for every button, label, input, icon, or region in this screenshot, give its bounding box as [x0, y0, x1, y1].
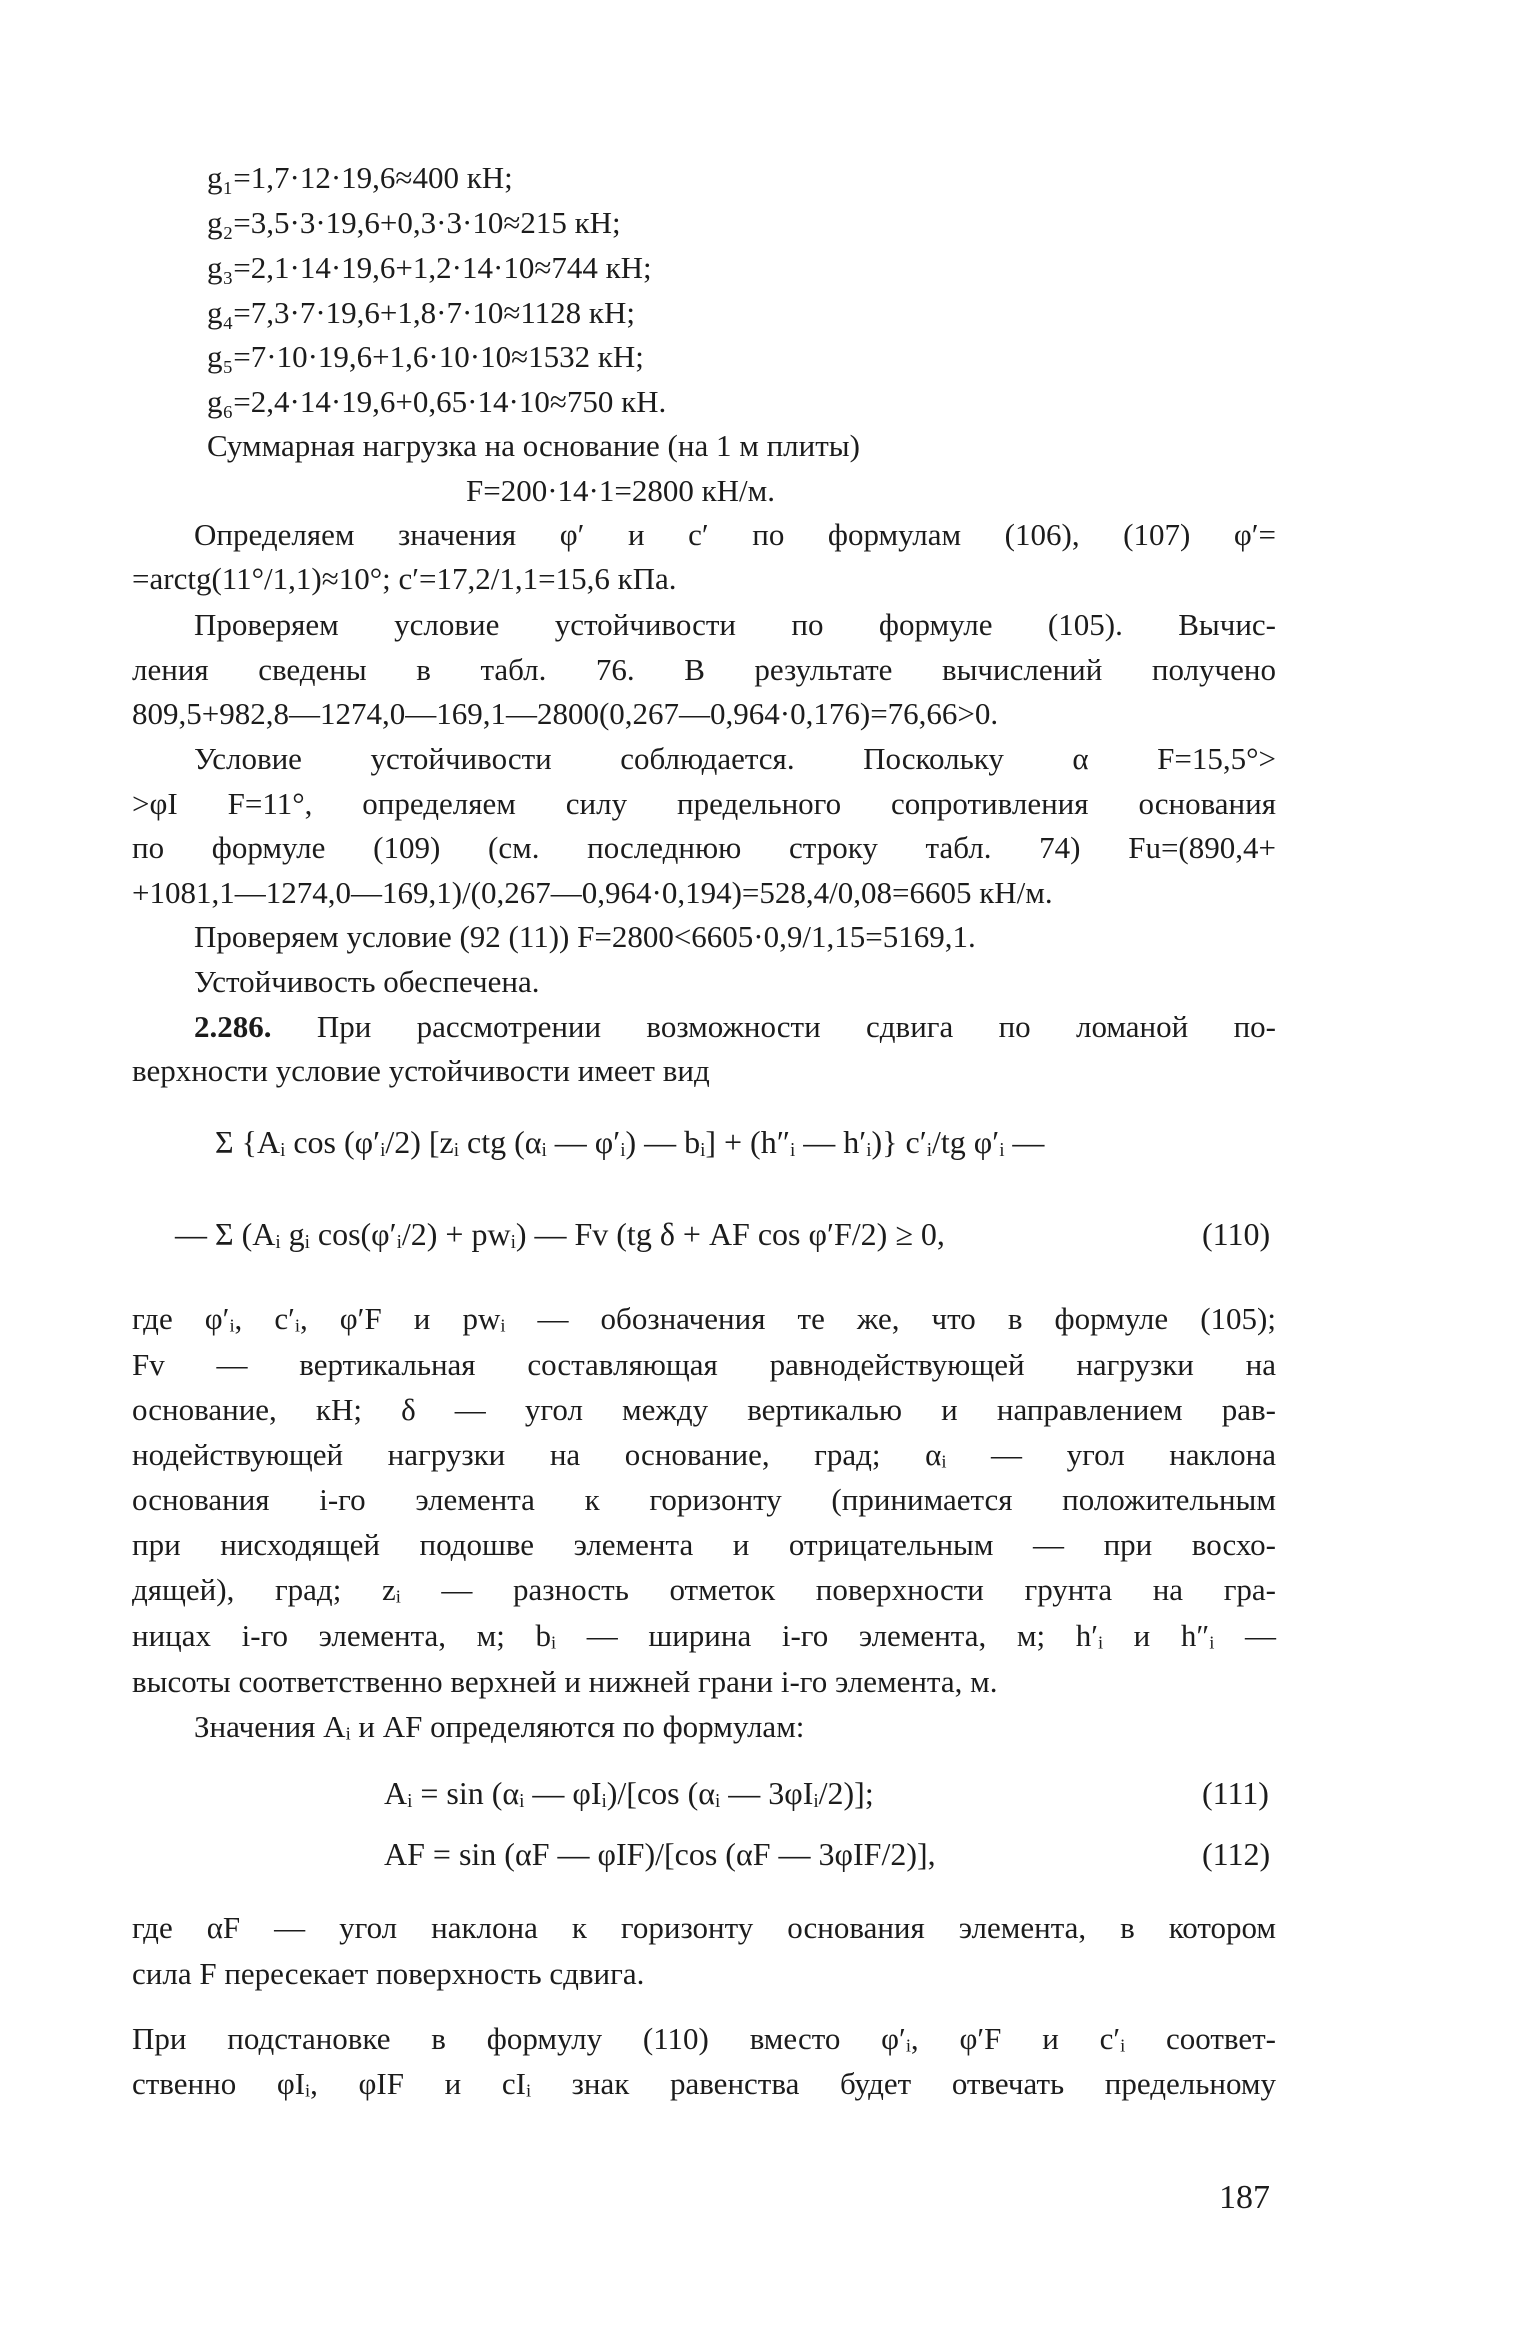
section-number: 2.286. [194, 1009, 272, 1044]
para-where-line-7: дящей), град; zᵢ — разность отметок поверхности грунта на гра- [132, 1572, 1276, 1607]
para-check-line-2: ления сведены в табл. 76. В результате вычислений получено [132, 652, 1276, 687]
equation-110-number: (110) [1202, 1216, 1271, 1252]
para-condition-line-3: по формуле (109) (см. последнюю строку табл. 74) Fu=(890,4+ [132, 830, 1276, 865]
para-condition-line-1: Условие устойчивости соблюдается. Поскольку α F=15,5°> [194, 741, 1276, 776]
calc-line-g2: g₂=3,5·3·19,6+0,3·3·10≈215 кН; [207, 205, 621, 240]
equation-111-number: (111) [1202, 1775, 1269, 1811]
section-line-2: верхности условие устойчивости имеет вид [132, 1053, 710, 1088]
section-text-1: При рассмотрении возможности сдвига по ломаной по- [271, 1009, 1276, 1044]
section-line-1 [194, 1011, 1276, 1042]
load-heading: Суммарная нагрузка на основание (на 1 м плиты) [207, 428, 860, 463]
equation-110-line-1: Σ {Aᵢ cos (φ′ᵢ/2) [zᵢ ctg (αᵢ — φ′ᵢ) — bᵢ] + (h″ᵢ — h′ᵢ)} c′ᵢ/tg φ′ᵢ — [215, 1124, 1045, 1160]
calc-line-g4: g₄=7,3·7·19,6+1,8·7·10≈1128 кН; [207, 295, 635, 330]
para-condition-line-4: +1081,1—1274,0—169,1)/(0,267—0,964·0,194)=528,4/0,08=6605 кН/м. [132, 875, 1053, 910]
para-where-line-4: нодействующей нагрузки на основание, град; αᵢ — угол наклона [132, 1437, 1276, 1472]
para-verify-line-1: Проверяем условие (92 (11)) F=2800<6605·0,9/1,15=5169,1. [194, 919, 976, 954]
calc-line-g6: g₆=2,4·14·19,6+0,65·14·10≈750 кН. [207, 384, 667, 419]
calc-line-g5: g₅=7·10·19,6+1,6·10·10≈1532 кН; [207, 339, 644, 374]
para-alpha-line-2: сила F пересекает поверхность сдвига. [132, 1956, 645, 1991]
load-formula: F=200·14·1=2800 кН/м. [466, 473, 776, 508]
para-where-line-6: при нисходящей подошве элемента и отрицательным — при восхо- [132, 1527, 1276, 1562]
page-number: 187 [1219, 2179, 1270, 2216]
para-values: Значения Aᵢ и AF определяются по формулам: [194, 1709, 805, 1744]
para-where-line-1: где φ′ᵢ, c′ᵢ, φ′F и pwᵢ — обозначения те же, что в формуле (105); [132, 1301, 1276, 1336]
equation-112-number: (112) [1202, 1836, 1271, 1872]
equation-111: Aᵢ = sin (αᵢ — φIᵢ)/[cos (αᵢ — 3φIᵢ/2)]; [384, 1775, 874, 1811]
para-condition-line-2: >φI F=11°, определяем силу предельного сопротивления основания [132, 786, 1276, 821]
para-check-line-3: 809,5+982,8—1274,0—169,1—2800(0,267—0,964·0,176)=76,66>0. [132, 696, 999, 731]
calc-line-g3: g₃=2,1·14·19,6+1,2·14·10≈744 кН; [207, 250, 652, 285]
equation-110-line-2: — Σ (Aᵢ gᵢ cos(φ′ᵢ/2) + pwᵢ) — Fv (tg δ + AF cos φ′F/2) ≥ 0, [175, 1216, 945, 1252]
para-where-line-3: основание, кН; δ — угол между вертикалью и направлением рав- [132, 1392, 1276, 1427]
calc-line-g1: g₁=1,7·12·19,6≈400 кН; [207, 160, 513, 195]
para-check-line-1: Проверяем условие устойчивости по формуле (105). Вычис- [194, 607, 1276, 642]
para-where-line-5: основания i-го элемента к горизонту (принимается положительным [132, 1482, 1276, 1517]
para-where-line-2: Fv — вертикальная составляющая равнодействующей нагрузки на [132, 1347, 1276, 1382]
para-where-line-9: высоты соответственно верхней и нижней грани i-го элемента, м. [132, 1664, 998, 1699]
equation-112: AF = sin (αF — φIF)/[cos (αF — 3φIF/2)], [384, 1836, 936, 1872]
para-phi-line-2: =arctg(11°/1,1)≈10°; c′=17,2/1,1=15,6 кПа. [132, 561, 677, 596]
para-verify-line-2: Устойчивость обеспечена. [194, 964, 540, 999]
para-where-line-8: ницах i-го элемента, м; bᵢ — ширина i-го элемента, м; h′ᵢ и h″ᵢ — [132, 1618, 1276, 1653]
para-subst-line-2: ственно φIᵢ, φIF и cIᵢ знак равенства будет отвечать предельному [132, 2066, 1276, 2101]
para-subst-line-1: При подстановке в формулу (110) вместо φ′ᵢ, φ′F и c′ᵢ соответ- [132, 2021, 1276, 2056]
para-phi-line-1: Определяем значения φ′ и c′ по формулам (106), (107) φ′= [194, 517, 1276, 552]
para-alpha-line-1: где αF — угол наклона к горизонту основания элемента, в котором [132, 1910, 1276, 1945]
